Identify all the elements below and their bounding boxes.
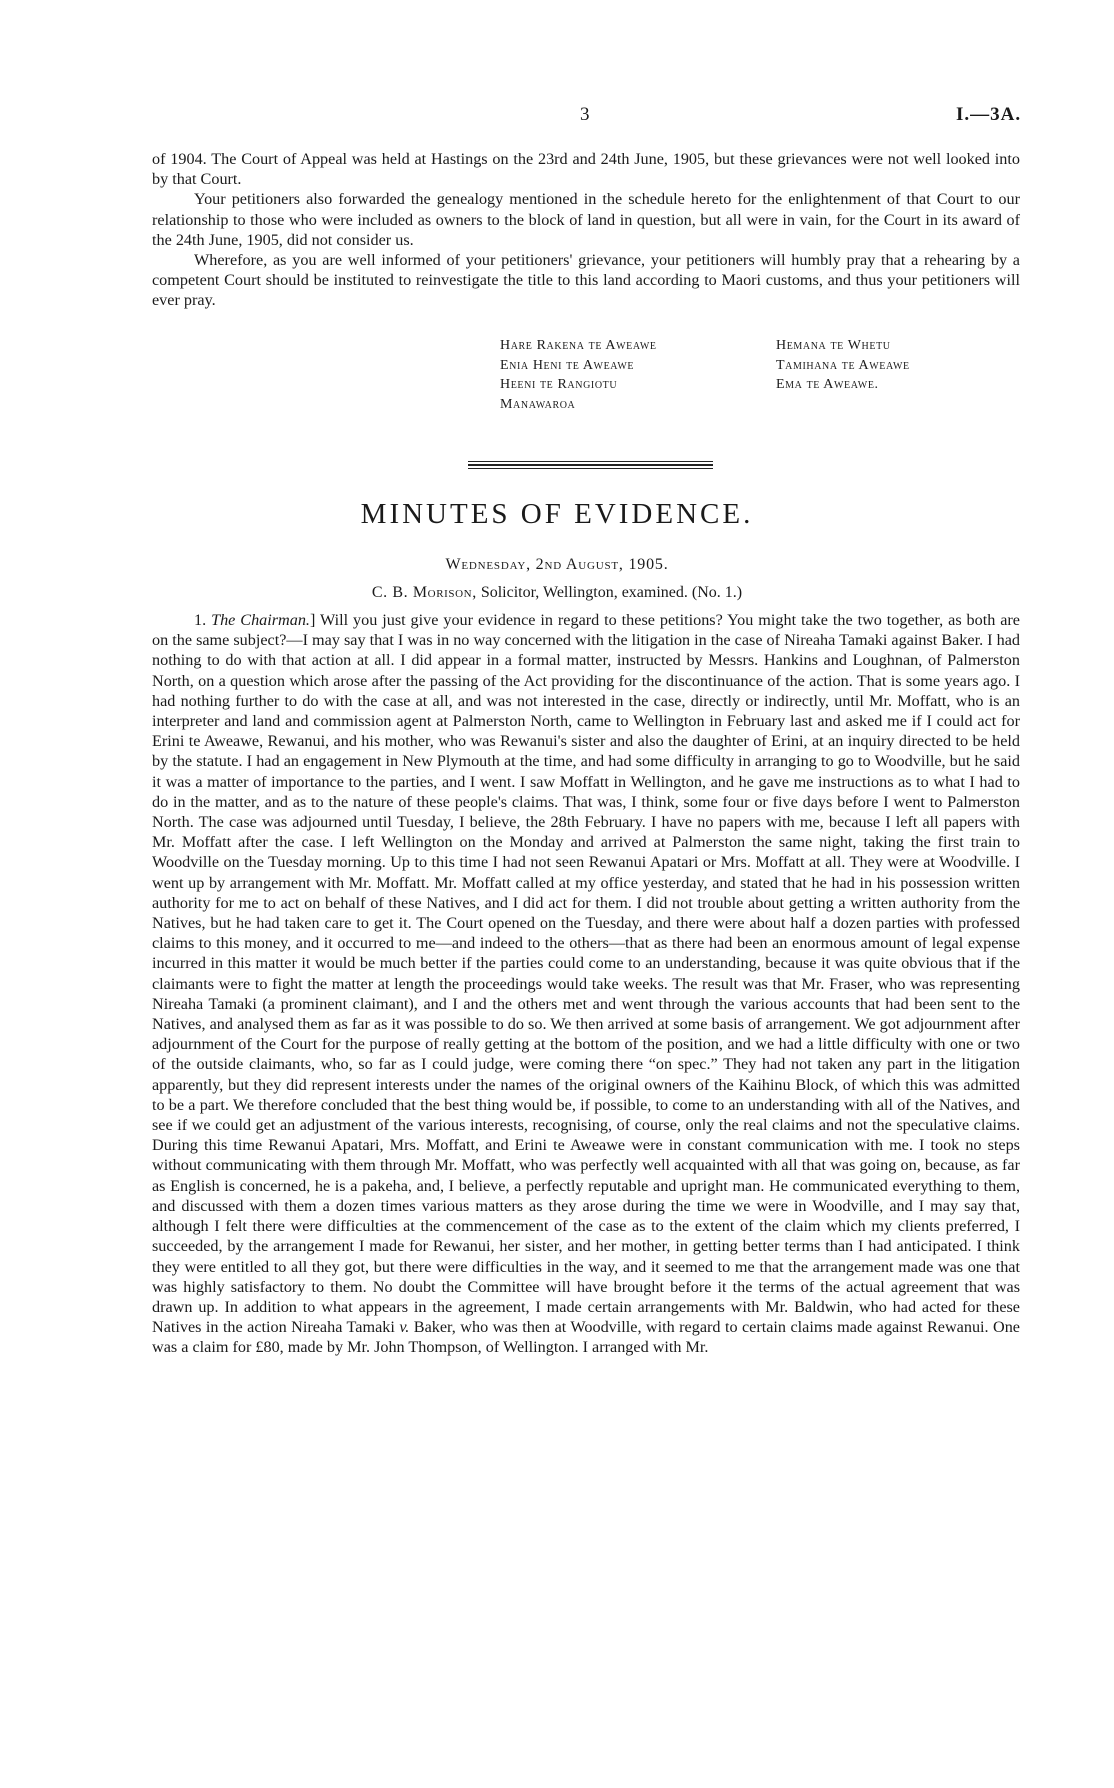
page-number: 3 (580, 104, 590, 125)
petition-paragraph: of 1904. The Court of Appeal was held at Hastings on the 23rd and 24th June, 1905, but these grievances were not well looked into by that Court. (152, 150, 1020, 189)
evidence-text (152, 610, 1020, 1358)
petitioner-name: Hare Rakena te Aweawe (500, 338, 657, 353)
question-number: 1. (194, 611, 207, 629)
section-divider (468, 468, 713, 469)
petitioner-name: Tamihana te Aweawe (776, 357, 910, 373)
petition-paragraph: Wherefore, as you are well informed of your petitioners' grievance, your petitioners will humbly pray that a rehearing by a competent Court should be instituted to reinvestigate the title to this land according to Maori customs, and thus your petitioners will ever pray. (152, 251, 1020, 310)
section-title: MINUTES OF EVIDENCE. (360, 498, 754, 530)
evidence-body: ] Will you just give your evidence in regard to these petitions? You might take the two together, as both are on the same subject?—I may say that I was in no way concerned with the litigation in the case of Nireaha Tamaki against Baker. I had nothing to do with that action at all. I did appear in a formal matter, instructed by Messrs. Hankins and Loughnan, of Palmerston North, on a question which arose after the passing of the Act providing for the discontinuance of the action. That is some years ago. I had nothing further to do with the case at all, and was not interested in the case, directly or indirectly, until Mr. Moffatt, who is an interpreter and land and commission agent at Palmerston North, came to Wellington in February last and asked me if I could act for Erini te Aweawe, Rewanui, and his mother, who was Rewanui's sister and also the daughter of Erini, at an inquiry directed to be held by the statute. I had an engagement in New Plymouth at the time, and had some difficulty in arranging to go to Woodville, but he said it was a matter of importance to the parties, and I went. I saw Moffatt in Wellington, and he gave me instructions as to what I had to do in the matter, and as to the nature of these people's claims. That was, I think, some four or five days before I went to Palmerston North. The case was adjourned until Tuesday, I believe, the 28th February. I have no papers with me, because I left all papers with Mr. Moffatt after the case. I left Wellington on the Monday and arrived at Palmerston the same night, taking the first train to Woodville on the Tuesday morning. Up to this time I had not seen Rewanui Apatari or Mrs. Moffatt at all. They were at Woodville. I went up by arrangement with Mr. Moffatt. Mr. Moffatt called at my office yesterday, and stated that he had in his possession written authority for me to act on behalf of these Natives, and I did act for them. I did not trouble about getting a written authority from the Natives, but he had taken care to get it. The Court opened on the Tuesday, and there were about half a dozen parties with professed claims to this money, and it occurred to me—and indeed to the others—that as there had been an enormous amount of legal expense incurred in this matter it would be much better if the parties could come to an understanding, because it was quite obvious that if the claimants were to fight the matter at length the proceedings would take weeks. The result was that Mr. Fraser, who was representing Nireaha Tamaki (a prominent claimant), and I and the others met and went through the various accounts that had been sent to the Natives, and analysed them as far as it was possible to do so. We then arrived at some basis of arrangement. We got adjournment after adjournment of the Court for the purpose of really getting at the bottom of the position, and we had a little difficulty with one or two of the outside claimants, who, so far as I could judge, were coming there “on spec.” They had not taken any part in the litigation apparently, but they did represent interests under the names of the original owners of the Kaihinu Block, of which this was admitted to be a part. We therefore concluded that the best thing would be, if possible, to come to an understanding with all of the Natives, and see if we could get an adjustment of the various interests, recognising, of course, only the real claims and not the speculative claims. During this time Rewanui Apatari, Mrs. Moffatt, and Erini te Aweawe were in constant communication with me. I took no steps without communicating with them through Mr. Moffatt, who was perfectly well acquainted with all that was going on, because, as far as English is concerned, he is a pakeha, and, I believe, a perfectly reputable and upright man. He communicated everything to them, and discussed with them a dozen times various matters as they arose during the time we were in Woodville, and I may say that, although I felt there were difficulties at the commencement of the case as to the extent of the claim which my clients preferred, I succeeded, by the arrangement I made for Rewanui, her sister, and her mother, in getting better terms than I had anticipated. I think they were entitled to all they got, but there were difficulties in the way, and it seemed to me that the arrangement made was one that was highly satisfactory to them. No doubt the Committee will have brought before it the terms of the actual agreement that was drawn up. In addition to what appears in the agreement, I made certain arrangements with Mr. Baldwin, who had acted for these Natives in the action Nireaha Tamaki (152, 611, 1020, 1337)
petitioner-name: Hemana te Whetu (776, 338, 891, 353)
case-versus: v. (399, 1318, 410, 1337)
witness-name: C. B. Morison, (371, 584, 477, 601)
petitioner-name: Enia Heni te Aweawe (500, 357, 635, 373)
page-header (0, 104, 1114, 128)
petition-paragraph: Your petitioners also forwarded the genealogy mentioned in the schedule hereto for the enlightenment of that Court to our relationship to those who were included as owners to the block of land in question, but all were in vain, for the Court in its award of the 24th June, 1905, did not consider us. (152, 190, 1020, 249)
petition-text (152, 149, 1020, 311)
evidence-body-end: Baker, who was then at Woodville, with regard to certain claims made against Rewanui. One was a claim for £80, made by Mr. John Thompson, of Wellington. I arranged with Mr. (152, 1318, 1020, 1357)
witness-heading (0, 584, 1114, 602)
petitioner-name: Manawaroa (500, 396, 576, 412)
hearing-date: Wednesday, 2nd August, 1905. (445, 556, 669, 573)
section-divider (468, 464, 713, 466)
section-divider (468, 461, 713, 462)
document-reference: I.—3A. (956, 104, 1022, 125)
signature-column-left (500, 336, 770, 414)
witness-description: Solicitor, Wellington, examined. (No. 1.) (476, 584, 743, 601)
evidence-paragraph (152, 610, 1020, 1358)
petitioner-name: Ema te Aweawe. (776, 377, 879, 392)
petitioner-name: Heeni te Rangiotu (500, 377, 618, 392)
speaker-label: The Chairman. (211, 611, 310, 629)
signature-column-right (776, 336, 1020, 395)
